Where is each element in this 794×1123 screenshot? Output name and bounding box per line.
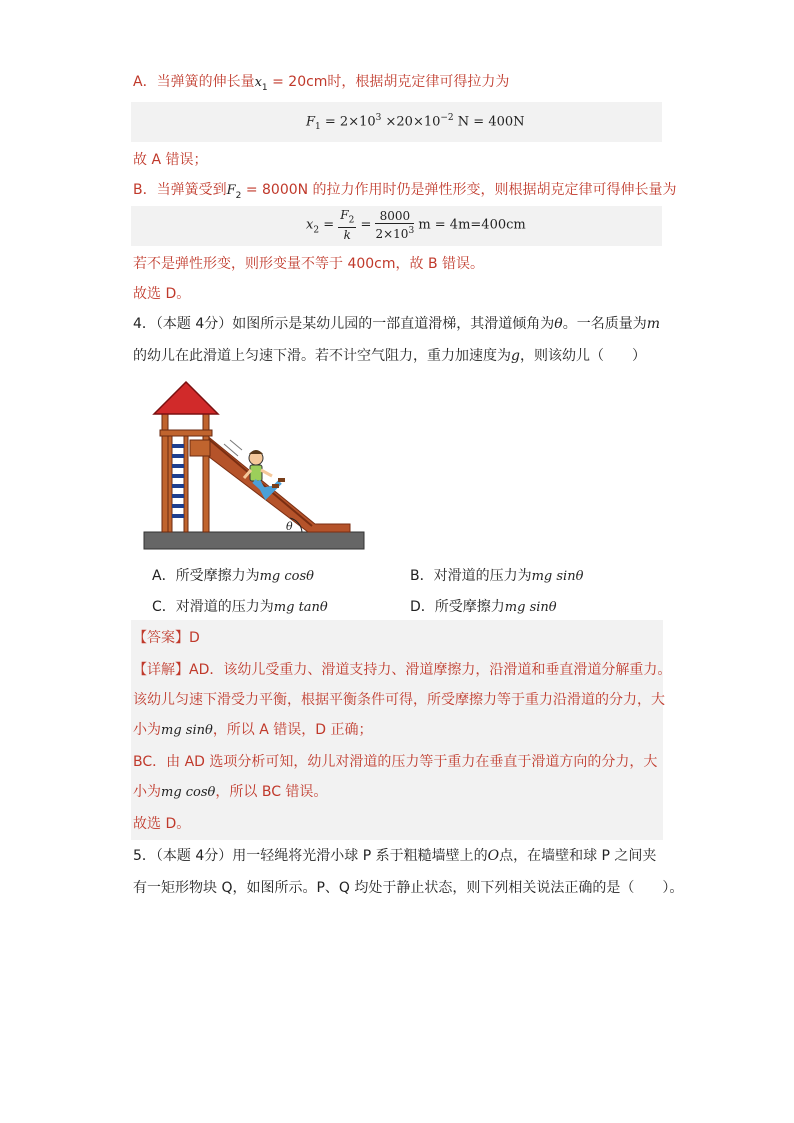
q4-answer: 【答案】D xyxy=(133,630,200,646)
q4-option-c: C．对滑道的压力为mg tanθ xyxy=(152,599,328,615)
q5-stem-line2: 有一矩形物块 Q，如图所示。P、Q 均处于静止状态，则下列相关说法正确的是（ ）。 xyxy=(133,880,684,896)
child-figure xyxy=(244,450,285,496)
q4-option-d: D．所受摩擦力mg sinθ xyxy=(410,599,557,615)
slide-board xyxy=(200,434,350,532)
q4-detail-line4: BC．由 AD 选项分析可知，幼儿对滑道的压力等于重力在垂直于滑道方向的分力，大 xyxy=(133,754,658,770)
q5-stem-line1: 5．（本题 4分）用一轻绳将光滑小球 P 系于粗糙墙壁上的O点，在墙壁和球 P 之间夹 xyxy=(133,848,657,864)
q4-stem-line2: 的幼儿在此滑道上匀速下滑。若不计空气阻力，重力加速度为g，则该幼儿（ ） xyxy=(133,348,646,364)
formula-hooke-force: $F_1 = 2\times 10^3 \times 20\times 10^{-2}$ N = 400N xyxy=(306,113,525,132)
q4-detail-line3: 小为mg sinθ，所以 A 错误，D 正确； xyxy=(133,722,373,738)
q4-detail-line2: 该幼儿匀速下滑受力平衡，根据平衡条件可得，所受摩擦力等于重力沿滑道的分力，大 xyxy=(133,692,665,708)
q4-detail-line5: 小为mg cosθ，所以 BC 错误。 xyxy=(133,784,328,800)
q3-choice: 故选 D。 xyxy=(133,286,191,302)
q4-choice: 故选 D。 xyxy=(133,816,191,832)
q4-option-a: A．所受摩擦力为mg cosθ xyxy=(152,568,314,584)
q3-option-a-line: A．当弹簧的伸长量$x_1 = 20cm$时，根据胡克定律可得拉力为 xyxy=(133,74,510,93)
slide-figure xyxy=(140,378,370,554)
ground-base xyxy=(144,532,364,549)
q3-b-conclusion: 若不是弹性形变，则形变量不等于 400cm，故 B 错误。 xyxy=(133,256,485,272)
q4-detail-line1: 【详解】AD．该幼儿受重力、滑道支持力、滑道摩擦力，沿滑道和垂直滑道分解重力。 xyxy=(133,662,672,678)
tower-roof xyxy=(154,382,218,414)
q3-option-b-line: B．当弹簧受到$F_2 = 8000N$ 的拉力作用时仍是弹性形变，则根据胡克定律可得伸长量为 xyxy=(133,182,677,201)
q4-option-b: B．对滑道的压力为mg sinθ xyxy=(410,568,584,584)
ladder-rungs xyxy=(172,444,184,518)
formula-hooke-extension: $x_2$ = $\frac{F_2}{k}$ = $\frac{8000}{2\times 10^3}$ m = 4m=400cm xyxy=(306,208,526,243)
q3-a-conclusion: 故 A 错误； xyxy=(133,152,208,168)
angle-theta-label: θ xyxy=(286,520,293,533)
q4-stem-line1: 4．（本题 4分）如图所示是某幼儿园的一部直道滑梯，其滑道倾角为θ。一名质量为m xyxy=(133,316,660,332)
